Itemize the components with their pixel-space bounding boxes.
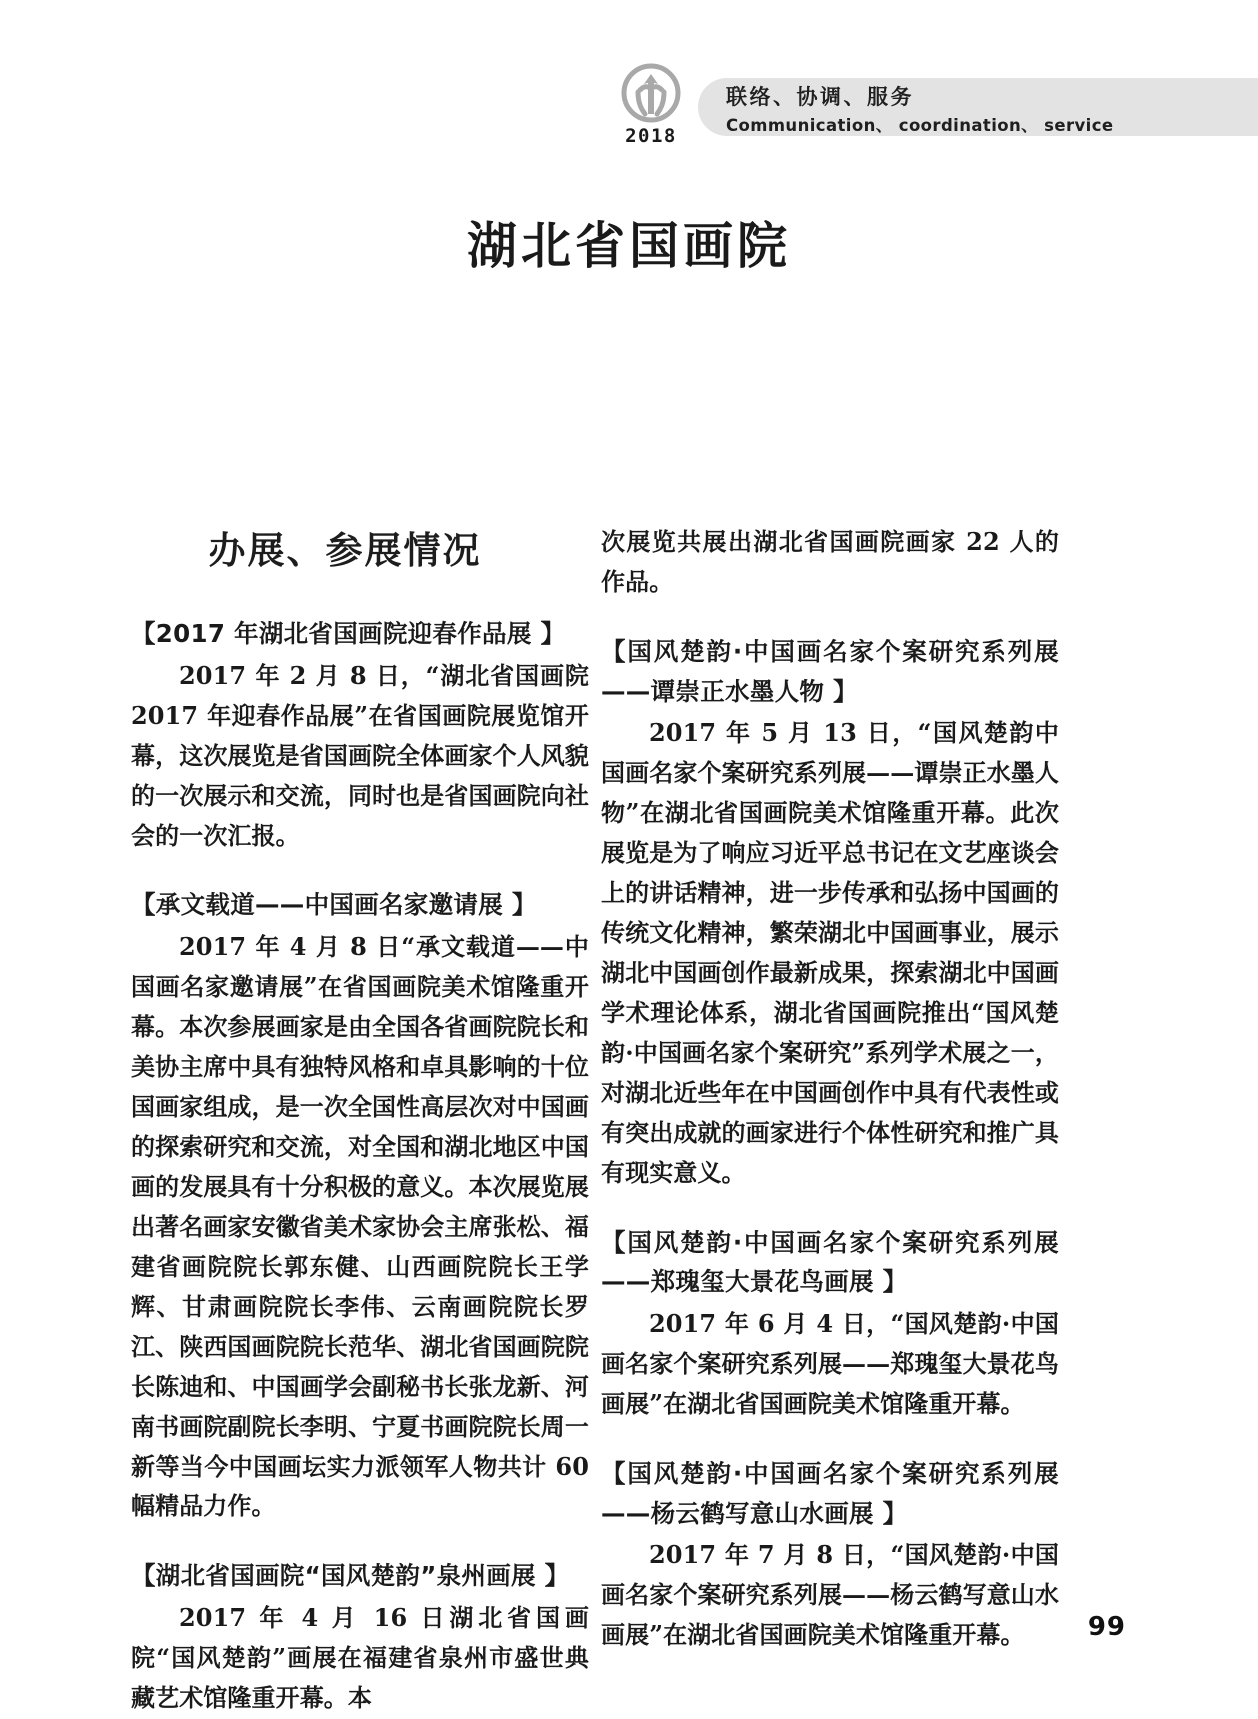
article-body: 2017 年 4 月 16 日湖北省国画院“国风楚韵”画展在福建省泉州市盛世典藏艺术馆隆重开幕。本 <box>131 1603 589 1713</box>
page-title: 湖北省国画院 <box>467 216 791 275</box>
right-column <box>601 500 1059 1655</box>
article-title: 【国风楚韵·中国画名家个案研究系列展——郑瑰玺大景花鸟画展 】 <box>601 1227 1059 1297</box>
lead-continuation-paragraph: 次展览共展出湖北省国画院画家 22 人的作品。 <box>601 527 1059 596</box>
header-logo <box>612 62 690 160</box>
article-body: 2017 年 4 月 8 日“承文载道——中国画名家邀请展”在省国画院美术馆隆重开幕。本次参展画家是由全国各省画院院长和美协主席中具有独特风格和卓具影响的十位国画家组成，是一次全国性高层次对中国画的探索研究和交流，对全国和湖北地区中国画的发展具有十分积极的意义。本次展览展出著名画家安徽省美术家协会主席张松、福建省画院院长郭东健、山西画院院长王学辉、甘肃画院院长李伟、云南画院院长罗江、陕西国画院院长范华、湖北省国画院院长陈迪和、中国画学会副秘书长张龙新、河南书画院副院长李明、宁夏书画院院长周一新等当今中国画坛实力派领军人物共计 60 幅精品力作。 <box>131 932 589 1521</box>
page-running-header <box>0 0 1258 165</box>
article-body: 2017 年 5 月 13 日，“国风楚韵中国画名家个案研究系列展——谭崇正水墨人物”在湖北省国画院美术馆隆重开幕。此次展览是为了响应习近平总书记在文艺座谈会上的讲话精神，进一步传承和弘扬中国画的传统文化精神，繁荣湖北中国画事业，展示湖北中国画创作最新成果，探索湖北中国画学术理论体系，湖北省国画院推出“国风楚韵·中国画名家个案研究”系列学术展之一，对湖北近些年在中国画创作中具有代表性或有突出成就的画家进行个体性研究和推广具有现实意义。 <box>601 718 1060 1187</box>
article-body: 2017 年 7 月 8 日，“国风楚韵·中国画名家个案研究系列展——杨云鹤写意山水画展”在湖北省国画院美术馆隆重开幕。 <box>601 1540 1059 1650</box>
header-slogan-en: Communication、 coordination、 service <box>726 116 1114 136</box>
article-title: 【国风楚韵·中国画名家个案研究系列展——谭崇正水墨人物 】 <box>601 636 1059 706</box>
article-title: 【2017 年湖北省国画院迎春作品展 】 <box>131 619 566 648</box>
logo-year-label: 2018 <box>625 125 677 147</box>
article-exhibition-5 <box>601 1223 1059 1424</box>
article-body: 2017 年 6 月 4 日，“国风楚韵·中国画名家个案研究系列展——郑瑰玺大景花鸟画展”在湖北省国画院美术馆隆重开幕。 <box>601 1309 1059 1418</box>
article-exhibition-2 <box>131 885 589 1526</box>
header-slogan-cn: 联络、协调、服务 <box>726 85 914 109</box>
left-column <box>131 500 589 1718</box>
article-exhibition-1 <box>131 614 589 855</box>
header-slogan <box>726 84 1246 136</box>
institute-emblem-icon <box>612 62 690 124</box>
article-title: 【承文载道——中国画名家邀请展 】 <box>131 890 537 920</box>
page-number: 99 <box>1087 1612 1126 1642</box>
article-exhibition-3 <box>131 1556 589 1718</box>
article-body: 2017 年 2 月 8 日，“湖北省国画院 2017 年迎春作品展”在省国画院展览馆开幕，这次展览是省国画院全体画家个人风貌的一次展示和交流，同时也是省国画院向社会的一次汇报。 <box>131 660 589 850</box>
article-title: 【湖北省国画院“国风楚韵”泉州画展 】 <box>131 1561 570 1591</box>
article-exhibition-6 <box>601 1454 1059 1655</box>
article-title: 【国风楚韵·中国画名家个案研究系列展——杨云鹤写意山水画展 】 <box>601 1458 1059 1528</box>
section-heading: 办展、参展情况 <box>208 529 482 572</box>
article-exhibition-4 <box>601 632 1059 1193</box>
